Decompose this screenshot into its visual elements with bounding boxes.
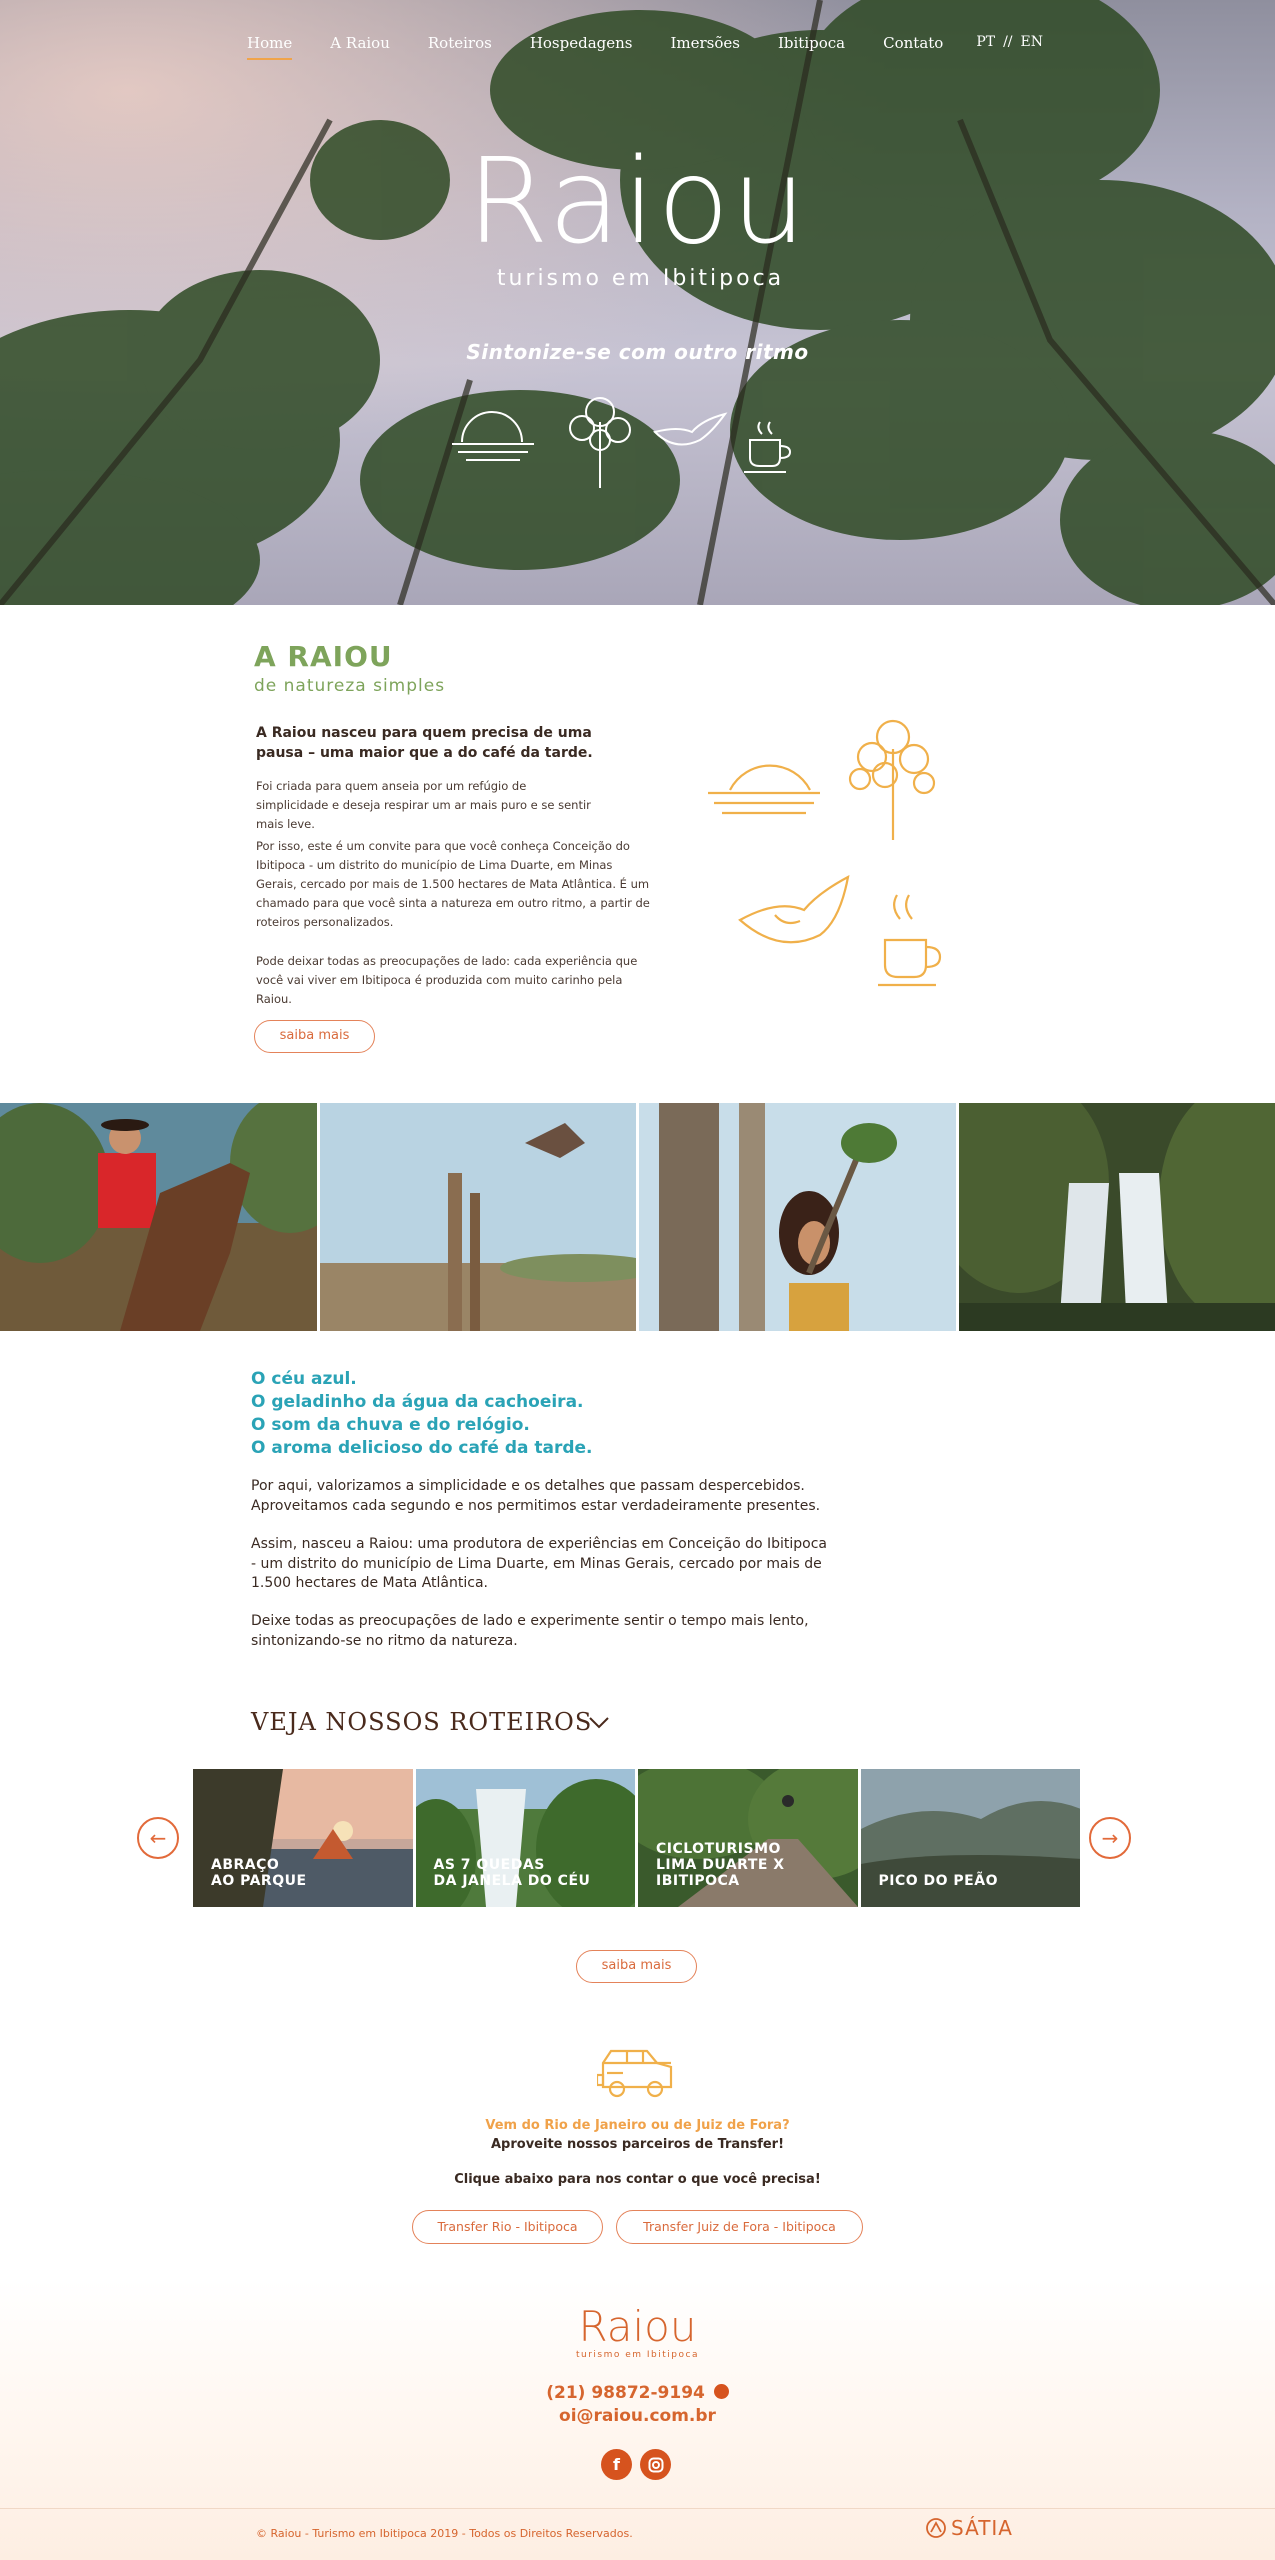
hero-logo <box>0 132 1275 291</box>
logo-word: Raiou <box>466 132 809 270</box>
quote-line-4: O aroma delicioso do café da tarde. <box>251 1438 593 1458</box>
footer-logo-subtitle: turismo em Ibitipoca <box>575 2350 699 2360</box>
main-nav <box>0 34 1275 52</box>
routes-saiba-mais-button[interactable]: saiba mais <box>576 1950 697 1983</box>
transfer-partners: Aproveite nossos parceiros de Transfer! <box>490 2137 785 2152</box>
transfer-cta-text: Clique abaixo para nos contar o que você precisa! <box>454 2172 821 2187</box>
route-card-abraco[interactable] <box>193 1769 413 1907</box>
route-card-label: PICO DO PEÃO <box>878 1873 998 1889</box>
tree-icon <box>570 398 630 488</box>
quote-line-1: O céu azul. <box>251 1369 357 1389</box>
van-icon <box>597 2045 677 2101</box>
highlight-quotes <box>251 1368 593 1460</box>
hero-tagline: Sintonize-se com outro ritmo <box>466 340 809 364</box>
sunset-icon <box>452 412 534 460</box>
logo-subtitle: turismo em Ibitipoca <box>496 266 785 291</box>
nav-imersoes[interactable]: Imersões <box>670 34 740 52</box>
route-card-7-quedas[interactable] <box>416 1769 636 1907</box>
about-paragraph-1: Foi criada para quem anseia por um refúgio de simplicidade e deseja respirar um ar mais puro e se sentir mais leve. <box>256 779 591 831</box>
about-illustrations <box>700 715 960 1005</box>
route-card-label: ABRAÇO AO PARQUE <box>211 1857 307 1889</box>
body-paragraph-1: Por aqui, valorizamos a simplicidade e os detalhes que passam despercebidos. Aproveitamos cada segundo e nos permitimos estar verdadeiramente presentes. <box>251 1478 821 1514</box>
nav-hospedagens[interactable]: Hospedagens <box>529 34 633 52</box>
nav-home[interactable]: Home <box>228 34 311 52</box>
footer-copyright: © Raiou - Turismo em Ibitipoca 2019 - Todos os Direitos Reservados. <box>256 2527 633 2540</box>
route-card-label: AS 7 QUEDAS DA JANELA DO CÉU <box>433 1857 591 1889</box>
coffee-icon <box>878 895 940 985</box>
coffee-icon <box>744 422 790 472</box>
carousel-next-arrow-icon[interactable]: → <box>1089 1817 1131 1859</box>
lang-separator: // <box>1003 34 1013 50</box>
routes-title: VEJA NOSSOS ROTEIROS <box>251 1708 593 1736</box>
facebook-icon[interactable]: f <box>601 2449 632 2480</box>
nav-a-raiou[interactable]: A Raiou <box>330 34 390 52</box>
route-card-label: CICLOTURISMO LIMA DUARTE X IBITIPOCA <box>656 1841 785 1889</box>
photo-woman-tree <box>639 1103 956 1331</box>
about-paragraph-3: Pode deixar todas as preocupações de lado: cada experiência que você vai viver em Ibitipoca é produzida com muito carinho pela Raiou. <box>256 954 638 1006</box>
nav-roteiros[interactable]: Roteiros <box>427 34 492 52</box>
about-paragraph-2: Por isso, este é um convite para que você conheça Conceição do Ibitipoca - um distrito do município de Lima Duarte, em Minas Gerais, cercado por mais de 1.500 hectares de Mata Atlântica. É um chamado para que você sinta a natureza em outro ritmo, a partir de roteiros personalizados. <box>256 839 650 929</box>
quote-line-3: O som da chuva e do relógio. <box>251 1415 530 1435</box>
route-card-pico-do-peao[interactable] <box>861 1769 1081 1907</box>
nav-ibitipoca[interactable]: Ibitipoca <box>777 34 846 52</box>
lang-en[interactable]: EN <box>1020 34 1044 50</box>
tree-icon <box>850 721 934 840</box>
about-saiba-mais-button[interactable]: saiba mais <box>254 1020 375 1053</box>
bird-icon <box>655 414 725 445</box>
whatsapp-icon <box>714 2384 729 2399</box>
satia-logo-icon <box>925 2517 947 2539</box>
hero <box>0 0 1275 605</box>
photo-waterfall <box>959 1103 1275 1331</box>
transfer-juiz-de-fora-button[interactable]: Transfer Juiz de Fora - Ibitipoca <box>616 2210 863 2244</box>
photo-fence-hawk <box>320 1103 637 1331</box>
body-paragraph-2: Assim, nasceu a Raiou: uma produtora de experiências em Conceição do Ibitipoca - um distrito do município de Lima Duarte, em Minas Gerais, cercado por mais de 1.500 hectares de Mata Atlântica. <box>251 1536 828 1591</box>
hero-icons <box>450 392 810 492</box>
developer-credit[interactable]: SÁTIA <box>925 2516 1013 2540</box>
photo-horse-rider <box>0 1103 317 1331</box>
quote-line-2: O geladinho da água da cachoeira. <box>251 1392 584 1412</box>
social-links <box>601 2449 671 2480</box>
instagram-icon[interactable] <box>640 2449 671 2480</box>
about-lead: A Raiou nasceu para quem precisa de uma pausa – uma maior que a do café da tarde. <box>256 725 593 761</box>
chevron-down-icon[interactable] <box>588 1716 610 1730</box>
routes-carousel <box>193 1769 1080 1907</box>
lang-pt[interactable]: PT <box>976 34 996 50</box>
about-subtitle: de natureza simples <box>254 676 446 696</box>
footer-logo-word: Raiou <box>578 2302 697 2351</box>
transfer-rio-button[interactable]: Transfer Rio - Ibitipoca <box>412 2210 603 2244</box>
hero-forest-image <box>0 0 1275 605</box>
nav-contato[interactable]: Contato <box>883 34 944 52</box>
route-card-cicloturismo[interactable] <box>638 1769 858 1907</box>
footer-phone[interactable]: (21) 98872-9194 <box>0 2383 1275 2403</box>
carousel-prev-arrow-icon[interactable]: ← <box>137 1817 179 1859</box>
transfer-question: Vem do Rio de Janeiro ou de Juiz de Fora? <box>485 2118 790 2133</box>
footer-email[interactable]: oi@raiou.com.br <box>559 2406 716 2426</box>
language-switcher <box>962 34 1047 52</box>
photo-strip <box>0 1103 1275 1331</box>
about-title: A RAIOU <box>254 640 393 673</box>
bird-icon <box>740 877 848 942</box>
footer-logo <box>0 2302 1275 2360</box>
body-paragraph-3: Deixe todas as preocupações de lado e experimente sentir o tempo mais lento, sintonizando-se no ritmo da natureza. <box>251 1613 809 1649</box>
sunset-icon <box>708 766 820 813</box>
footer-divider <box>0 2508 1275 2509</box>
